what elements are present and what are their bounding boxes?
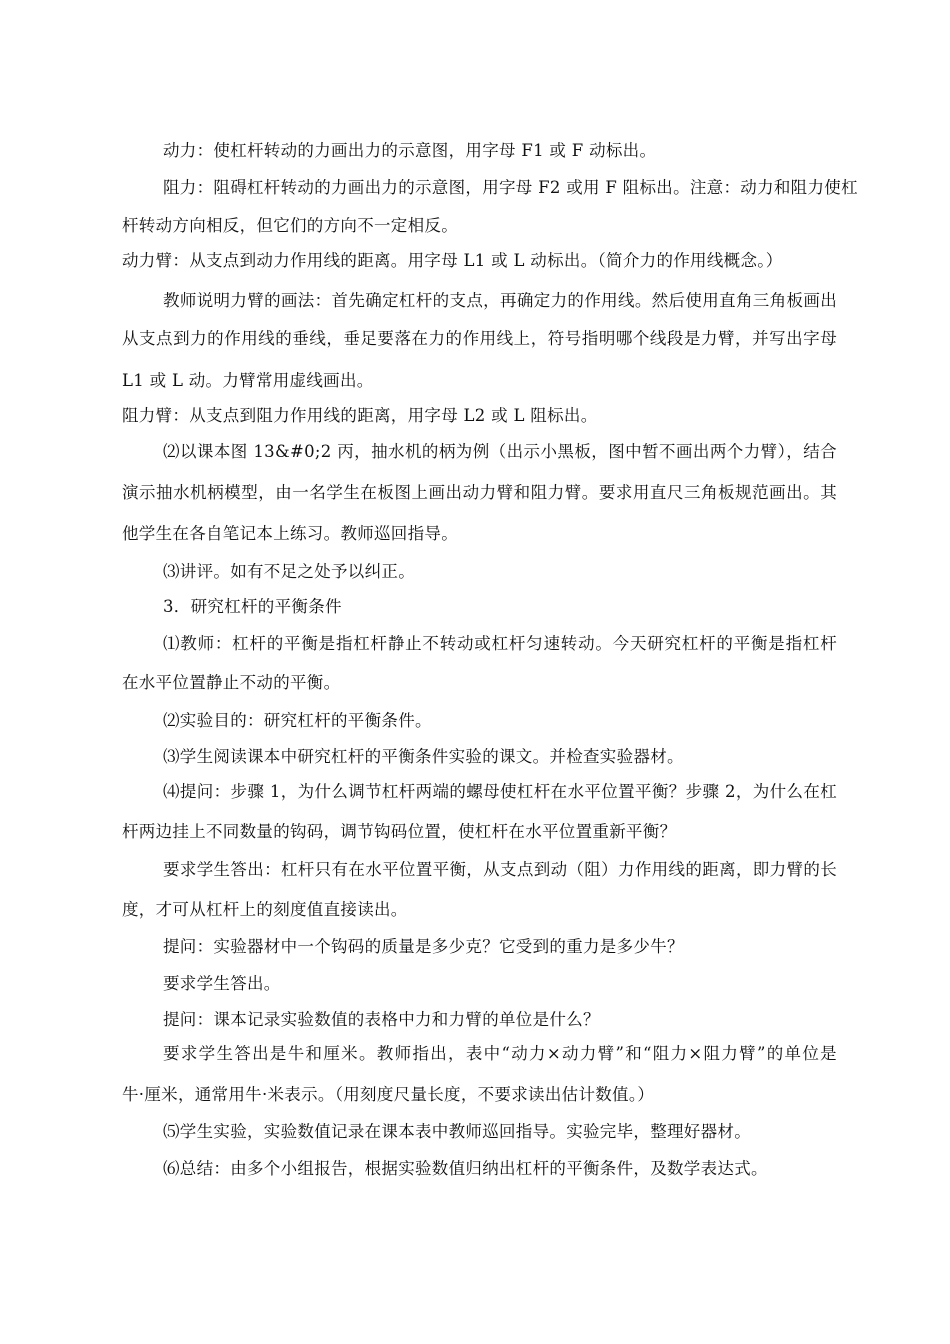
paragraph-line: 要求学生答出。 [163, 974, 281, 993]
paragraph-line: 动力臂：从支点到动力作用线的距离。用字母 L1 或 L 动标出。（简介力的作用线概念。） [122, 251, 783, 270]
paragraph-line: ⑷提问：步骤 1，为什么调节杠杆两端的螺母使杠杆在水平位置平衡？步骤 2，为什么在杠 [163, 782, 837, 801]
paragraph-line: L1 或 L 动。力臂常用虚线画出。 [122, 371, 374, 390]
paragraph-line: 在水平位置静止不动的平衡。 [122, 673, 341, 692]
paragraph-line: 他学生在各自笔记本上练习。教师巡回指导。 [122, 524, 458, 543]
paragraph-line: ⑸学生实验，实验数值记录在课本表中教师巡回指导。实验完毕，整理好器材。 [163, 1122, 751, 1141]
paragraph-line: ⑵以课本图 13&#0;2 丙，抽水机的柄为例（出示小黑板，图中暂不画出两个力臂），结合 [163, 442, 837, 461]
section-heading: 3．研究杠杆的平衡条件 [163, 597, 342, 616]
paragraph-line: 杆两边挂上不同数量的钩码，调节钩码位置，使杠杆在水平位置重新平衡？ [122, 822, 677, 841]
paragraph-line: 牛·厘米，通常用牛·米表示。（用刻度尺量长度，不要求读出估计数值。） [122, 1085, 655, 1104]
paragraph-line: ⑵实验目的：研究杠杆的平衡条件。 [163, 711, 432, 730]
paragraph-line: 从支点到力的作用线的垂线，垂足要落在力的作用线上，符号指明哪个线段是力臂，并写出字母 [122, 329, 837, 348]
paragraph-line: 度，才可从杠杆上的刻度值直接读出。 [122, 900, 408, 919]
paragraph-line: 提问：实验器材中一个钩码的质量是多少克？它受到的重力是多少牛？ [163, 937, 684, 956]
paragraph-line: 动力：使杠杆转动的力画出力的示意图，用字母 F1 或 F 动标出。 [163, 141, 657, 160]
paragraph-line: ⑴教师：杠杆的平衡是指杠杆静止不转动或杠杆匀速转动。今天研究杠杆的平衡是指杠杆 [163, 634, 837, 653]
paragraph-line: 要求学生答出是牛和厘米。教师指出，表中“动力×动力臂”和“阻力×阻力臂”的单位是 [163, 1044, 837, 1063]
paragraph-line: 杆转动方向相反，但它们的方向不一定相反。 [122, 216, 458, 235]
paragraph-line: ⑶讲评。如有不足之处予以纠正。 [163, 562, 415, 581]
paragraph-line: 教师说明力臂的画法：首先确定杠杆的支点，再确定力的作用线。然后使用直角三角板画出 [163, 291, 837, 310]
paragraph-line: ⑶学生阅读课本中研究杠杆的平衡条件实验的课文。并检查实验器材。 [163, 747, 684, 766]
paragraph-line: ⑹总结：由多个小组报告，根据实验数值归纳出杠杆的平衡条件，及数学表达式。 [163, 1159, 768, 1178]
paragraph-line: 要求学生答出：杠杆只有在水平位置平衡，从支点到动（阻）力作用线的距离，即力臂的长 [163, 860, 837, 879]
paragraph-line: 阻力臂：从支点到阻力作用线的距离，用字母 L2 或 L 阻标出。 [122, 406, 598, 425]
paragraph-line: 阻力：阻碍杠杆转动的力画出力的示意图，用字母 F2 或用 F 阻标出。注意：动力和阻力使杠 [163, 178, 858, 197]
paragraph-line: 提问：课本记录实验数值的表格中力和力臂的单位是什么？ [163, 1010, 600, 1029]
paragraph-line: 演示抽水机柄模型，由一名学生在板图上画出动力臂和阻力臂。要求用直尺三角板规范画出。其 [122, 483, 837, 502]
